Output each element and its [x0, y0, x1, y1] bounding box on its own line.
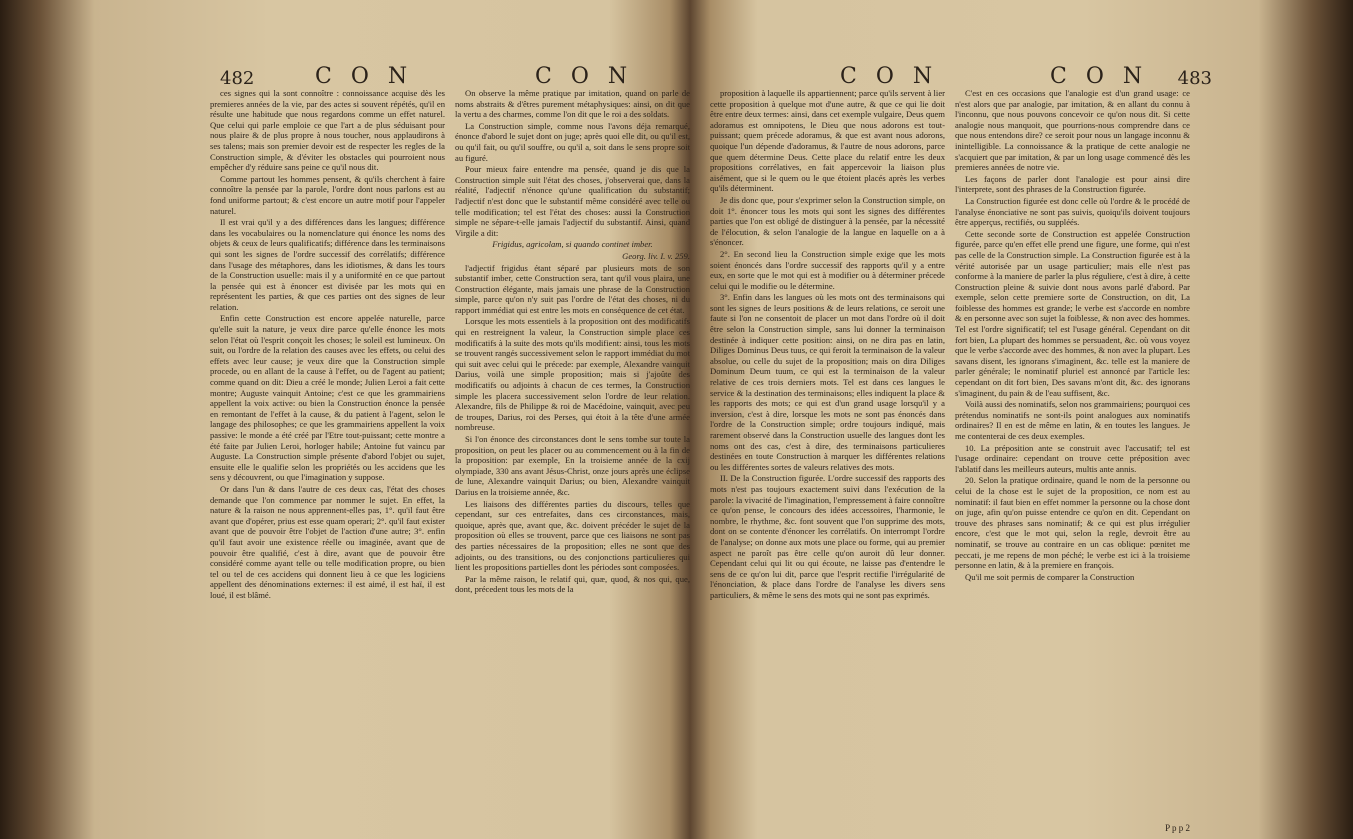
page-number: 483 — [1177, 68, 1212, 89]
paragraph: On observe la même pratique par imitation, quand on parle de noms abstraits & d'êtres purement métaphysiques: ainsi, on dit que la vertu a des charmes, comme l'on dit que le roi a des soldats. — [455, 88, 690, 120]
left-column-b — [455, 88, 690, 828]
verse-quote: Frigidus, agricolam, si quando continet imber. — [492, 239, 653, 250]
paragraph: Voilà aussi des nominatifs, selon nos grammairiens; pourquoi ces prétendus nominatifs ne sont-ils point analogues aux nominatifs ordinaires? Il en est de même en latin, & en toutes les langues. Je me contenterai de ces deux exemples. — [955, 399, 1190, 441]
paragraph: Les liaisons des différentes parties du discours, telles que cependant, sur ces entrefaites, dans ces circonstances, mais, quoique, après que, avant que, &c. doivent précéder le sujet de la proposition où elles se trouvent, parce que ces liaisons ne sont pas des parties nécessaires de la proposition; elles ne sont que des adjoints, ou des transitions, ou des conjonctions particulieres qui lient les propositions partielles dont les périodes sont composées. — [455, 498, 690, 573]
paragraph: Si l'on énonce des circonstances dont le sens tombe sur toute la proposition, on peut les placer ou au commencement ou à la fin de la proposition: par exemple, En la troisieme année de la cxij olympiade, 330 ans avant Jésus-Christ, onze jours après une éclipse de lune, Alexandre vainquit Darius; ou bien, Alexandre vainquit Darius en la troisieme année, &c. — [455, 434, 690, 497]
paragraph: Lorsque les mots essentiels à la proposition ont des modificatifs qui en restreignent la valeur, la Construction simple place ces modificatifs à la suite des mots qu'ils modifient: ainsi, tous les mots se trouvent rangés successivement selon le rapport immédiat du mot qui suit avec celui qui le précede: par exemple, Alexandre vainquit Darius, voilà une simple proposition; mais si j'ajoûte des modificatifs ou adjoints à chacun de ces termes, la Construction simple les placera successivement selon l'ordre de leur relation. Alexandre, fils de Philippe & roi de Macédoine, vainquit, avec peu de troupes, Darius, roi des Perses, qui étoit à la tête d'une armée nombreuse. — [455, 316, 690, 433]
paragraph: Comme partout les hommes pensent, & qu'ils cherchent à faire connoître la pensée par la parole, l'ordre dont nous parlons est au fond uniforme partout; & c'est encore un autre motif pour l'appeler naturel. — [210, 173, 445, 216]
paragraph: 10. La préposition ante se construit avec l'accusatif; tel est l'usage ordinaire: cependant on trouve cette préposition avec l'ablatif dans les meilleurs auteurs, multis ante annis. — [955, 442, 1190, 474]
paragraph: ces signes qui la sont connoître : connoissance acquise dès les premieres années de la vie, par des actes si souvent répétés, qu'il en résulte une habitude que nous regardons comme un effet naturel. Que celui qui parle emploie ce que l'art a de plus séduisant pour nous plaire & de plus propre à nous toucher, nous applaudirons à ses talens; mais son premier devoir est de respecter les regles de la Construction simple, & d'éviter les obstacles qui pourroient nous empêcher d'y réduire sans peine ce qu'il nous dit. — [210, 88, 445, 173]
running-head: C O N — [1050, 64, 1149, 89]
running-head: C O N — [840, 64, 939, 89]
paragraph: C'est en ces occasions que l'analogie est d'un grand usage: ce n'est alors que par analogie, par imitation, & en allant du connu à l'inconnu, que nous pouvons concevoir ce qu'on nous dit. Si cette analogie nous manquoit, que pourrions-nous comprendre dans ce que nous entendons dire? ce seroit pour nous un langage inconnu & inintelligible. La connoissance & la pratique de cette analogie ne s'acquiert que par imitation, & par un long usage commencé dès les premieres années de notre vie. — [955, 88, 1190, 173]
right-column-b — [955, 88, 1190, 828]
paragraph: 3°. Enfin dans les langues où les mots ont des terminaisons qui sont les signes de leurs positions & de leurs relations, ce seroit une faute si l'on ne consentoit de placer un mot dans l'ordre où il doit être selon la Construction simple, sans lui donner la terminaison destinée à indiquer cette position: ainsi, on ne dira pas en latin, Diliges Dominus Deus tuus, ce qui feroit la terminaison de la valeur absolue, ou celle du sujet de la proposition; mais on dira Diliges Dominum Deum tuum, ce qui est la terminaison de la valeur relative de ces trois derniers mots. Tel est dans ces langues le service & la destination des terminaisons; elles indiquent la place & les rapports des mots; ce qui est d'un grand usage lorsqu'il y a inversion, c'est à dire, lorsque les mots ne sont pas énoncés dans l'ordre de la Construction simple; ordre toujours indiqué, mais rarement observé dans la Construction usuelle des langues dont les noms ont des cas, c'est à dire, des terminaisons particulieres destinées en toute Construction à marquer les différentes relations ou les différentes sortes de valeurs relatives des mots. — [710, 292, 945, 472]
left-page — [120, 0, 690, 839]
paragraph: Or dans l'un & dans l'autre de ces deux cas, l'état des choses demande que l'on commence par nommer le sujet. En effet, la nature & la raison ne nous apprennent-elles pas, 1°. qu'il faut être avant que d'opérer, prius est esse quam operari; 2°. qu'il faut exister avant que de pouvoir être l'objet de l'action d'une autre; 3°. enfin qu'il faut avoir une existence réelle ou imaginée, avant que de pouvoir être qualifié, c'est à dire, avant que de pouvoir être considéré comme ayant telle ou telle modification propre, ou bien tel ou tel de ces accidens qui donnent lieu à ce que les logiciens appellent des dénominations externes: il est aimé, il est haï, il est loué, il est blâmé. — [210, 483, 445, 600]
paragraph: II. De la Construction figurée. L'ordre successif des rapports des mots n'est pas toujours exactement suivi dans l'exécution de la parole: la vivacité de l'imagination, l'empressement à faire connoître ce qu'on pense, le concours des idées accessoires, l'harmonie, le nombre, le rhythme, &c. font souvent que l'on supprime des mots, dont on se contente d'énoncer les corrélatifs. On interrompt l'ordre de l'analyse; on donne aux mots une place ou forme, qui au premier aspect ne paroît pas être celle qu'on auroit dû leur donner. Cependant celui qui lit ou qui écoute, ne laisse pas d'entendre le sens de ce qu'on lui dit, parce que l'esprit rectifie l'irrégularité de l'énonciation, & place dans l'ordre de l'analyse les divers sens particuliers, & même le sens des mots qui ne sont pas exprimés. — [710, 473, 945, 600]
paragraph: La Construction simple, comme nous l'avons déja remarqué, énonce d'abord le sujet dont on juge; après quoi elle dit, ou qu'il est, ou qu'il fait, ou qu'il souffre, ou qu'il a, soit dans le sens propre soit au figuré. — [455, 120, 690, 163]
paragraph: 2°. En second lieu la Construction simple exige que les mots soient énoncés dans l'ordre successif des rapports qu'il y a entre eux, en sorte que le mot qui est à modifier ou à déterminer précede celui qui le modifie ou le détermine. — [710, 248, 945, 291]
page-number: 482 — [220, 68, 255, 89]
paragraph: Pour mieux faire entendre ma pensée, quand je dis que la Construction simple suit l'état des choses, j'observerai que, dans la réalité, l'adjectif n'énonce qu'une qualification du substantif; l'adjectif n'est donc que le substantif même considéré avec telle ou telle modification; tel est l'état des choses: aussi la Construction simple ne sépare-t-elle jamais l'adjectif du substantif. Ainsi, quand Virgile a dit: — [455, 164, 690, 238]
paragraph: Enfin cette Construction est encore appelée naturelle, parce qu'elle suit la nature, je veux dire parce qu'elle énonce les mots selon l'état où l'esprit conçoit les choses; le soleil est lumineux. On suit, ou l'ordre de la relation des causes avec les effets, ou celui des effets avec leur cause; je veux dire que la Construction simple procede, ou en allant de la cause à l'effet, ou de l'agent au patient; comme quand on dit: Dieu a créé le monde; Julien Leroi a fait cette montre; Auguste vainquit Antoine; c'est ce que les grammairiens appellent la voix active: ou bien la Construction énonce la pensée en remontant de l'effet à la cause, & du patient à l'agent, selon le langage des philosophes; ce que les grammairiens appellent la voix passive: le monde a été créé par l'Etre tout-puissant; cette montre a été faite par Julien Leroi, horloger habile; Antoine fut vaincu par Auguste. La Construction simple présente d'abord l'objet ou sujet, ensuite elle le qualifie selon les propriétés ou les accidens que les sens y découvrent, ou que l'imagination y suppose. — [210, 313, 445, 483]
left-column-a — [210, 88, 445, 828]
paragraph: 20. Selon la pratique ordinaire, quand le nom de la personne ou celui de la chose est le sujet de la proposition, ce nom est au nominatif: il faut bien en effet nommer la personne ou la chose dont on juge, afin qu'on puisse entendre ce qu'on en dit. Cependant on trouve des phrases sans nominatif; & ce qui est plus irrégulier encore, c'est que le mot qui, selon la regle, devroit être au nominatif, se trouve au contraire en un cas oblique: pœnitet me peccati, je me repens de mon péché; le verbe est ici à la troisieme personne en latin, & à la premiere en françois. — [955, 475, 1190, 571]
paragraph: proposition à laquelle ils appartiennent; parce qu'ils servent à lier cette proposition à quelque mot d'une autre, & que ce qui lie doit être entre deux termes: ainsi, dans cet exemple vulgaire, Deus quem adoramus est omnipotens, le Dieu que nous adorons est tout-puissant; quem précede adoramus, & que est avant nous adorons, quoique l'un dépende d'adoramus, & l'autre de nous adorons, parce que quem détermine Deus. Cette place du relatif entre les deux propositions corrélatives, en fait appercevoir la liaison plus aisément, que si le quem ou le que étoient placés après les verbes qu'ils déterminent. — [710, 88, 945, 194]
paragraph: Par la même raison, le relatif qui, quæ, quod, & nos qui, que, dont, précedent tous les mots de la — [455, 573, 690, 595]
paragraph: l'adjectif frigidus étant séparé par plusieurs mots de son substantif imber, cette Construction sera, tant qu'il vous plaira, une Construction élégante, mais jamais une phrase de la Construction simple, parce qu'on n'y suit pas l'ordre de l'état des choses, ni du rapport immédiat qui est entre les mots en conséquence de cet état. — [455, 262, 690, 315]
paragraph: Les façons de parler dont l'analogie est pour ainsi dire l'interprete, sont des phrases de la Construction figurée. — [955, 173, 1190, 195]
paragraph: Qu'il me soit permis de comparer la Construction — [965, 571, 1135, 582]
paragraph: Je dis donc que, pour s'exprimer selon la Construction simple, on doit 1°. énoncer tous les mots qui sont les signes des différentes parties que l'on est obligé de distinguer à la pensée, par la nécessité de l'élocution, & selon l'analogie de la langue en laquelle on a à s'énoncer. — [710, 194, 945, 248]
right-page — [700, 0, 1260, 839]
citation: Georg. liv. I. v. 259. — [622, 250, 690, 261]
paragraph: La Construction figurée est donc celle où l'ordre & le procédé de l'analyse énonciative ne sont pas suivis, quoiqu'ils doivent toujours être apperçus, rectifiés, ou suppléés. — [955, 195, 1190, 228]
catchword: P p p 2 — [1165, 823, 1190, 833]
paragraph: Cette seconde sorte de Construction est appelée Construction figurée, parce qu'en effet elle prend une figure, une forme, qui n'est pas celle de la Construction simple. La Construction figurée est à la vérité autorisée par un usage particulier; mais elle n'est pas conforme à la maniere de parler la plus réguliere, c'est à dire, à cette Construction pleine & suivie dont nous avons parlé d'abord. Par exemple, selon cette premiere sorte de Construction, on dit, La foiblesse des hommes est grande; le verbe est s'accorde en nombre & en personne avec son sujet la foiblesse, & non avec des hommes. Tel est l'ordre significatif; tel est l'usage général. Cependant on dit fort bien, La plupart des hommes se persuadent, &c. où vous voyez que le verbe s'accorde avec des hommes, & non avec la plupart. Les savans disent, les ignorans s'imaginent, &c. telle est la maniere de parler générale; le nominatif pluriel est annoncé par l'article les: cependant on dit fort bien, Des savans m'ont dit, &c. des ignorans s'imaginent, du pain & de l'eau suffisent, &c. — [955, 228, 1190, 398]
running-head: C O N — [315, 64, 414, 89]
right-column-a — [710, 88, 945, 828]
paragraph: Il est vrai qu'il y a des différences dans les langues; différence dans les vocabulaires ou la nomenclature qui énonce les noms des objets & ceux de leurs qualificatifs; différence dans les terminaisons qui sont les signes de l'ordre successif des corrélatifs; différence dans l'usage des métaphores, dans les idiotismes, & dans les tours de la Construction usuelle: mais il y a uniformité en ce que partout la pensée qui est à énoncer est divisée par les mots qui en représentent les parties, & que ces parties ont des signes de leur relation. — [210, 217, 445, 312]
running-head: C O N — [535, 64, 634, 89]
